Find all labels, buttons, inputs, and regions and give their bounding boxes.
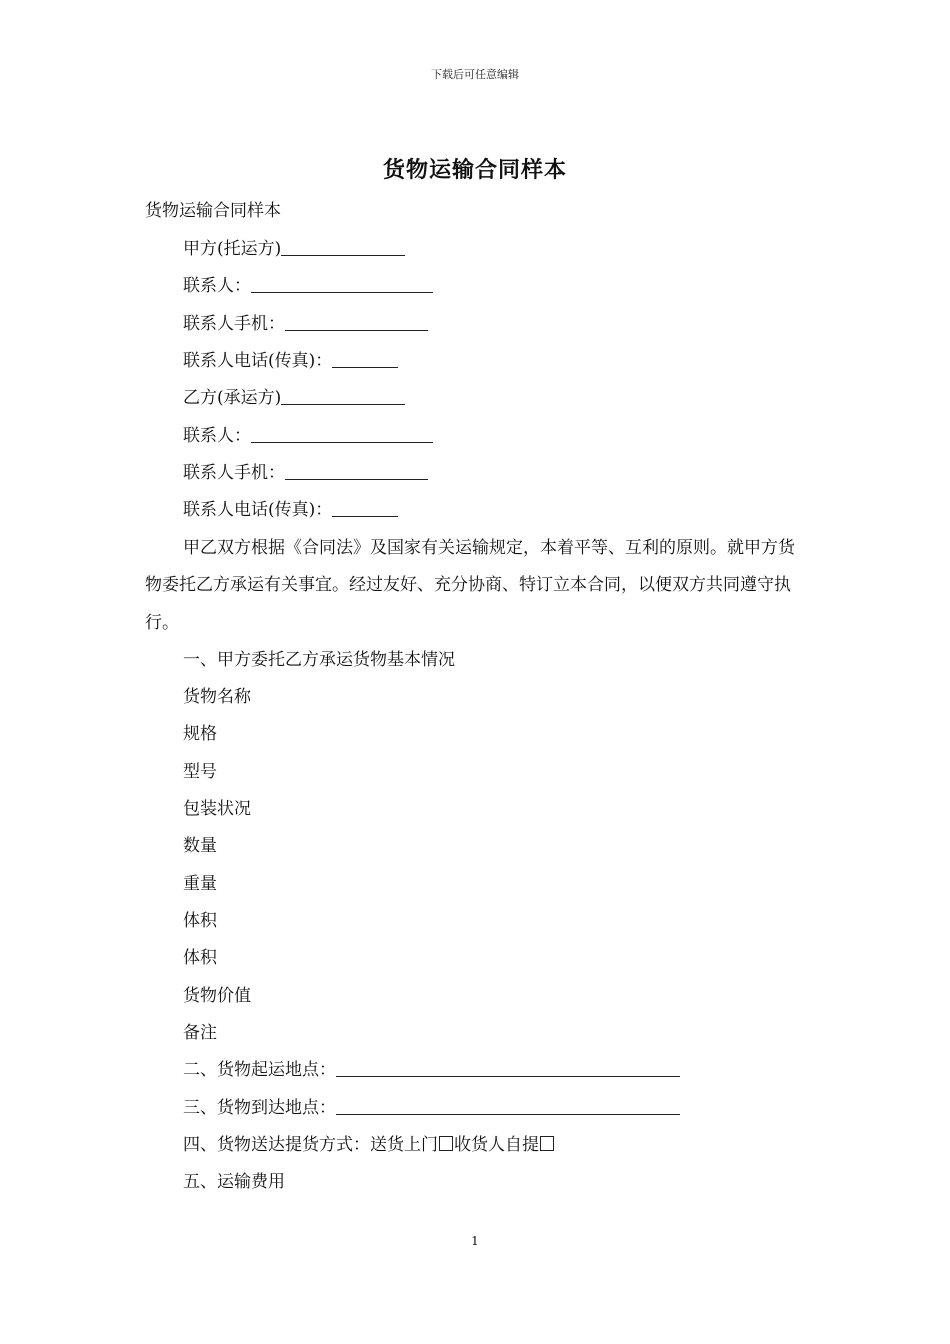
origin-blank[interactable] <box>336 1060 680 1077</box>
section1-item: 型号 <box>183 762 217 782</box>
party-b-phone-blank[interactable] <box>332 500 398 517</box>
party-b-contact-line <box>183 424 433 448</box>
party-b-label: 乙方(承运方) <box>183 388 282 408</box>
party-b-phone-label: 联系人电话(传真)： <box>183 500 333 520</box>
section2-label: 二、货物起运地点： <box>183 1060 336 1080</box>
party-a-contact-line <box>183 274 433 298</box>
party-b-mobile-label: 联系人手机： <box>183 463 285 483</box>
section1-item: 体积 <box>183 911 217 931</box>
party-a-contact-label: 联系人： <box>183 276 251 296</box>
section3-line <box>183 1096 680 1120</box>
section1-item: 包装状况 <box>183 799 251 819</box>
party-b-contact-label: 联系人： <box>183 426 251 446</box>
party-b-line <box>183 386 405 410</box>
section1-heading: 一、甲方委托乙方承运货物基本情况 <box>183 650 455 670</box>
party-a-phone-line <box>183 349 398 373</box>
section1-item: 规格 <box>183 724 217 744</box>
party-a-blank[interactable] <box>281 239 405 256</box>
party-a-line <box>183 237 405 261</box>
party-a-mobile-blank[interactable] <box>285 314 428 331</box>
option-door-delivery-label: 送货上门 <box>370 1135 438 1155</box>
section4-label: 四、货物送达提货方式： <box>183 1135 370 1155</box>
party-a-mobile-line <box>183 312 428 336</box>
party-b-mobile-line <box>183 461 428 485</box>
party-b-mobile-blank[interactable] <box>285 463 428 480</box>
page-header-note: 下载后可任意编辑 <box>431 68 519 81</box>
option-self-pickup-label: 收货人自提 <box>454 1135 539 1155</box>
intro-paragraph: 甲乙双方根据《合同法》及国家有关运输规定，本着平等、互利的原则。就甲方货物委托乙方承运有关事宜。经过友好、充分协商、特订立本合同，以便双方共同遵守执行。 <box>145 538 795 633</box>
party-b-phone-line <box>183 498 398 522</box>
section1-item: 货物价值 <box>183 986 251 1006</box>
page-number: 1 <box>471 1234 479 1248</box>
party-a-contact-blank[interactable] <box>251 276 433 293</box>
destination-blank[interactable] <box>336 1098 680 1115</box>
party-b-contact-blank[interactable] <box>251 426 433 443</box>
self-pickup-checkbox[interactable] <box>540 1136 554 1151</box>
section2-line <box>183 1058 680 1082</box>
section5-heading: 五、运输费用 <box>183 1172 285 1192</box>
party-b-blank[interactable] <box>281 388 405 405</box>
section1-item: 重量 <box>183 874 217 894</box>
section3-label: 三、货物到达地点： <box>183 1098 336 1118</box>
door-delivery-checkbox[interactable] <box>439 1136 453 1151</box>
party-a-mobile-label: 联系人手机： <box>183 314 285 334</box>
section1-item: 数量 <box>183 836 217 856</box>
document-title: 货物运输合同样本 <box>382 157 567 183</box>
party-a-phone-label: 联系人电话(传真)： <box>183 351 333 371</box>
party-a-phone-blank[interactable] <box>332 351 398 368</box>
section1-item: 体积 <box>183 948 217 968</box>
section1-item: 备注 <box>183 1023 217 1043</box>
document-subtitle: 货物运输合同样本 <box>145 201 281 221</box>
party-a-label: 甲方(托运方) <box>183 239 282 259</box>
section1-item: 货物名称 <box>183 687 251 707</box>
section4-line <box>183 1133 555 1157</box>
